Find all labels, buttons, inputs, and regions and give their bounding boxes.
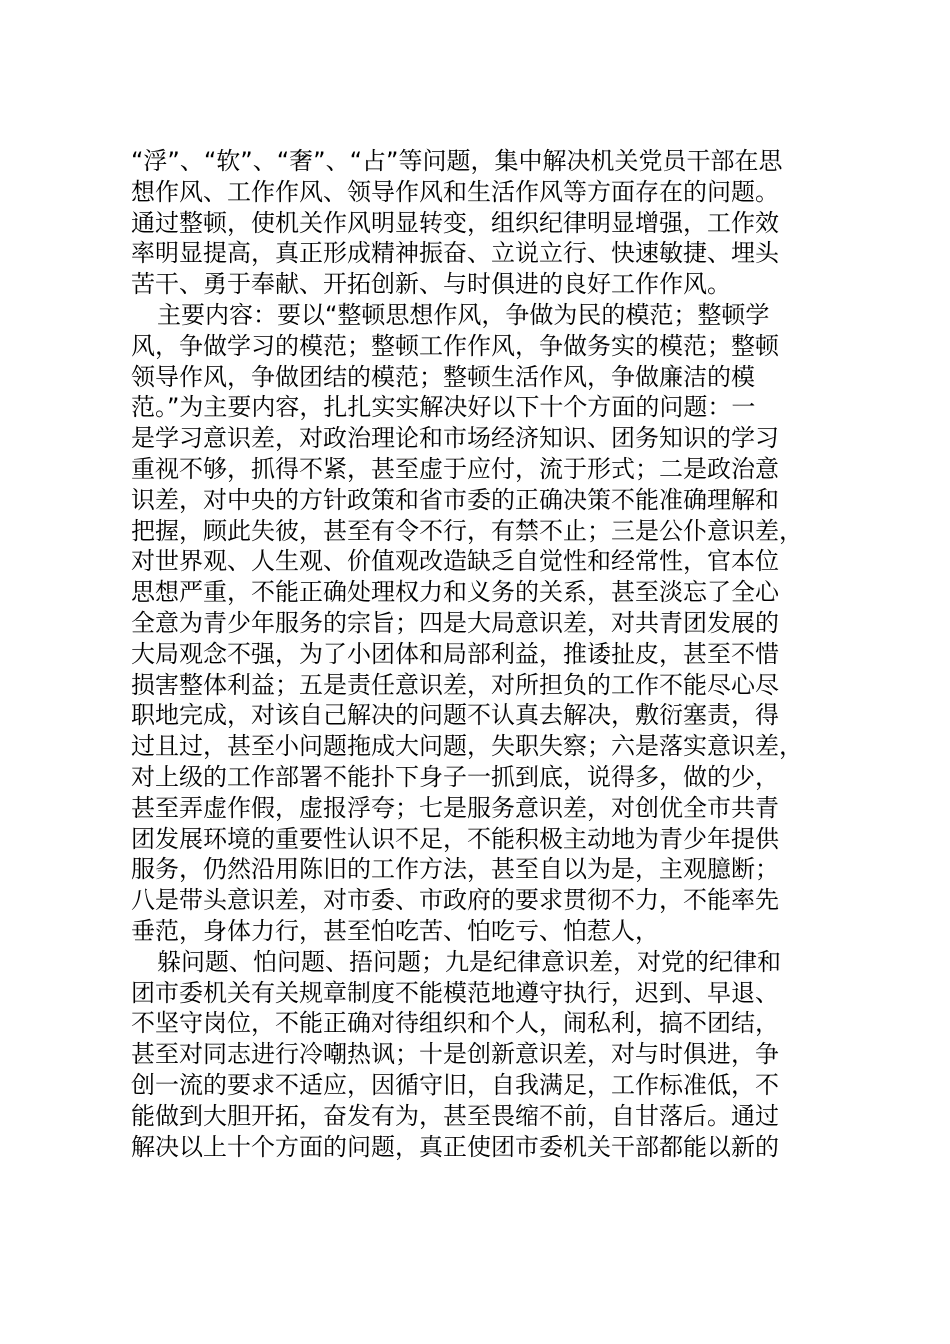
text-line: 甚至弄虚作假，虚报浮夸；七是服务意识差，对创优全市共青 bbox=[131, 793, 779, 822]
text-line: 领导作风，争做团结的模范；整顿生活作风，争做廉洁的模 bbox=[131, 362, 755, 391]
text-line: 率明显提高，真正形成精神振奋、立说立行、快速敏捷、埋头 bbox=[131, 239, 779, 268]
body-text bbox=[131, 146, 843, 1162]
text-line: 创一流的要求不适应，因循守旧，自我满足，工作标准低，不 bbox=[131, 1070, 779, 1099]
paragraph-start-line: 主要内容：要以“整顿思想作风，争做为民的模范；整顿学 bbox=[157, 300, 770, 329]
text-line: 全意为青少年服务的宗旨；四是大局意识差，对共青团发展的 bbox=[131, 608, 779, 637]
text-line: 能做到大胆开拓，奋发有为，甚至畏缩不前，自甘落后。通过 bbox=[131, 1101, 779, 1130]
text-line: 识差，对中央的方针政策和省市委的正确决策不能准确理解和 bbox=[131, 485, 779, 514]
text-line: 重视不够，抓得不紧，甚至虚于应付，流于形式；二是政治意 bbox=[131, 454, 779, 483]
text-line: 风，争做学习的模范；整顿工作作风，争做务实的模范；整顿 bbox=[131, 331, 779, 360]
text-line: 解决以上十个方面的问题，真正使团市委机关干部都能以新的 bbox=[131, 1132, 779, 1161]
text-line: 过且过，甚至小问题拖成大问题，失职失察；六是落实意识差， bbox=[131, 732, 803, 761]
text-line: 把握，顾此失彼，甚至有令不行，有禁不止；三是公仆意识差， bbox=[131, 516, 803, 545]
text-line: 大局观念不强，为了小团体和局部利益，推诿扯皮，甚至不惜 bbox=[131, 639, 779, 668]
text-line: 范。”为主要内容，扎扎实实解决好以下十个方面的问题：一 bbox=[131, 393, 756, 422]
paragraph-start-line: 躲问题、怕问题、捂问题；九是纪律意识差，对党的纪律和 bbox=[157, 947, 781, 976]
text-line: 职地完成，对该自己解决的问题不认真去解决，敷衍塞责，得 bbox=[131, 701, 779, 730]
text-line: 损害整体利益；五是责任意识差，对所担负的工作不能尽心尽 bbox=[131, 670, 779, 699]
text-line: 对世界观、人生观、价值观改造缺乏自觉性和经常性，官本位 bbox=[131, 547, 779, 576]
text-line: 甚至对同志进行冷嘲热讽；十是创新意识差，对与时俱进，争 bbox=[131, 1040, 779, 1069]
text-line: 思想严重，不能正确处理权力和义务的关系，甚至淡忘了全心 bbox=[131, 578, 779, 607]
text-line: 苦干、勇于奉献、开拓创新、与时俱进的良好工作作风。 bbox=[131, 270, 731, 299]
text-line: 对上级的工作部署不能扑下身子一抓到底，说得多，做的少， bbox=[131, 762, 779, 791]
text-line: “浮”、“软”、“奢”、“占”等问题，集中解决机关党员干部在思 bbox=[131, 147, 783, 175]
text-line: 服务，仍然沿用陈旧的工作方法，甚至自以为是，主观臆断； bbox=[131, 855, 779, 884]
text-line: 团市委机关有关规章制度不能模范地遵守执行，迟到、早退、 bbox=[131, 978, 779, 1007]
text-line: 八是带头意识差，对市委、市政府的要求贯彻不力，不能率先 bbox=[131, 886, 779, 915]
text-line: 是学习意识差，对政治理论和市场经济知识、团务知识的学习 bbox=[131, 424, 779, 453]
text-line: 想作风、工作作风、领导作风和生活作风等方面存在的问题。 bbox=[131, 177, 779, 206]
text-line: 团发展环境的重要性认识不足，不能积极主动地为青少年提供 bbox=[131, 824, 779, 853]
text-line: 不坚守岗位，不能正确对待组织和个人，闹私利，搞不团结， bbox=[131, 1009, 779, 1038]
text-line: 垂范，身体力行，甚至怕吃苦、怕吃亏、怕惹人， bbox=[131, 916, 659, 945]
text-line: 通过整顿，使机关作风明显转变，组织纪律明显增强，工作效 bbox=[131, 208, 779, 237]
